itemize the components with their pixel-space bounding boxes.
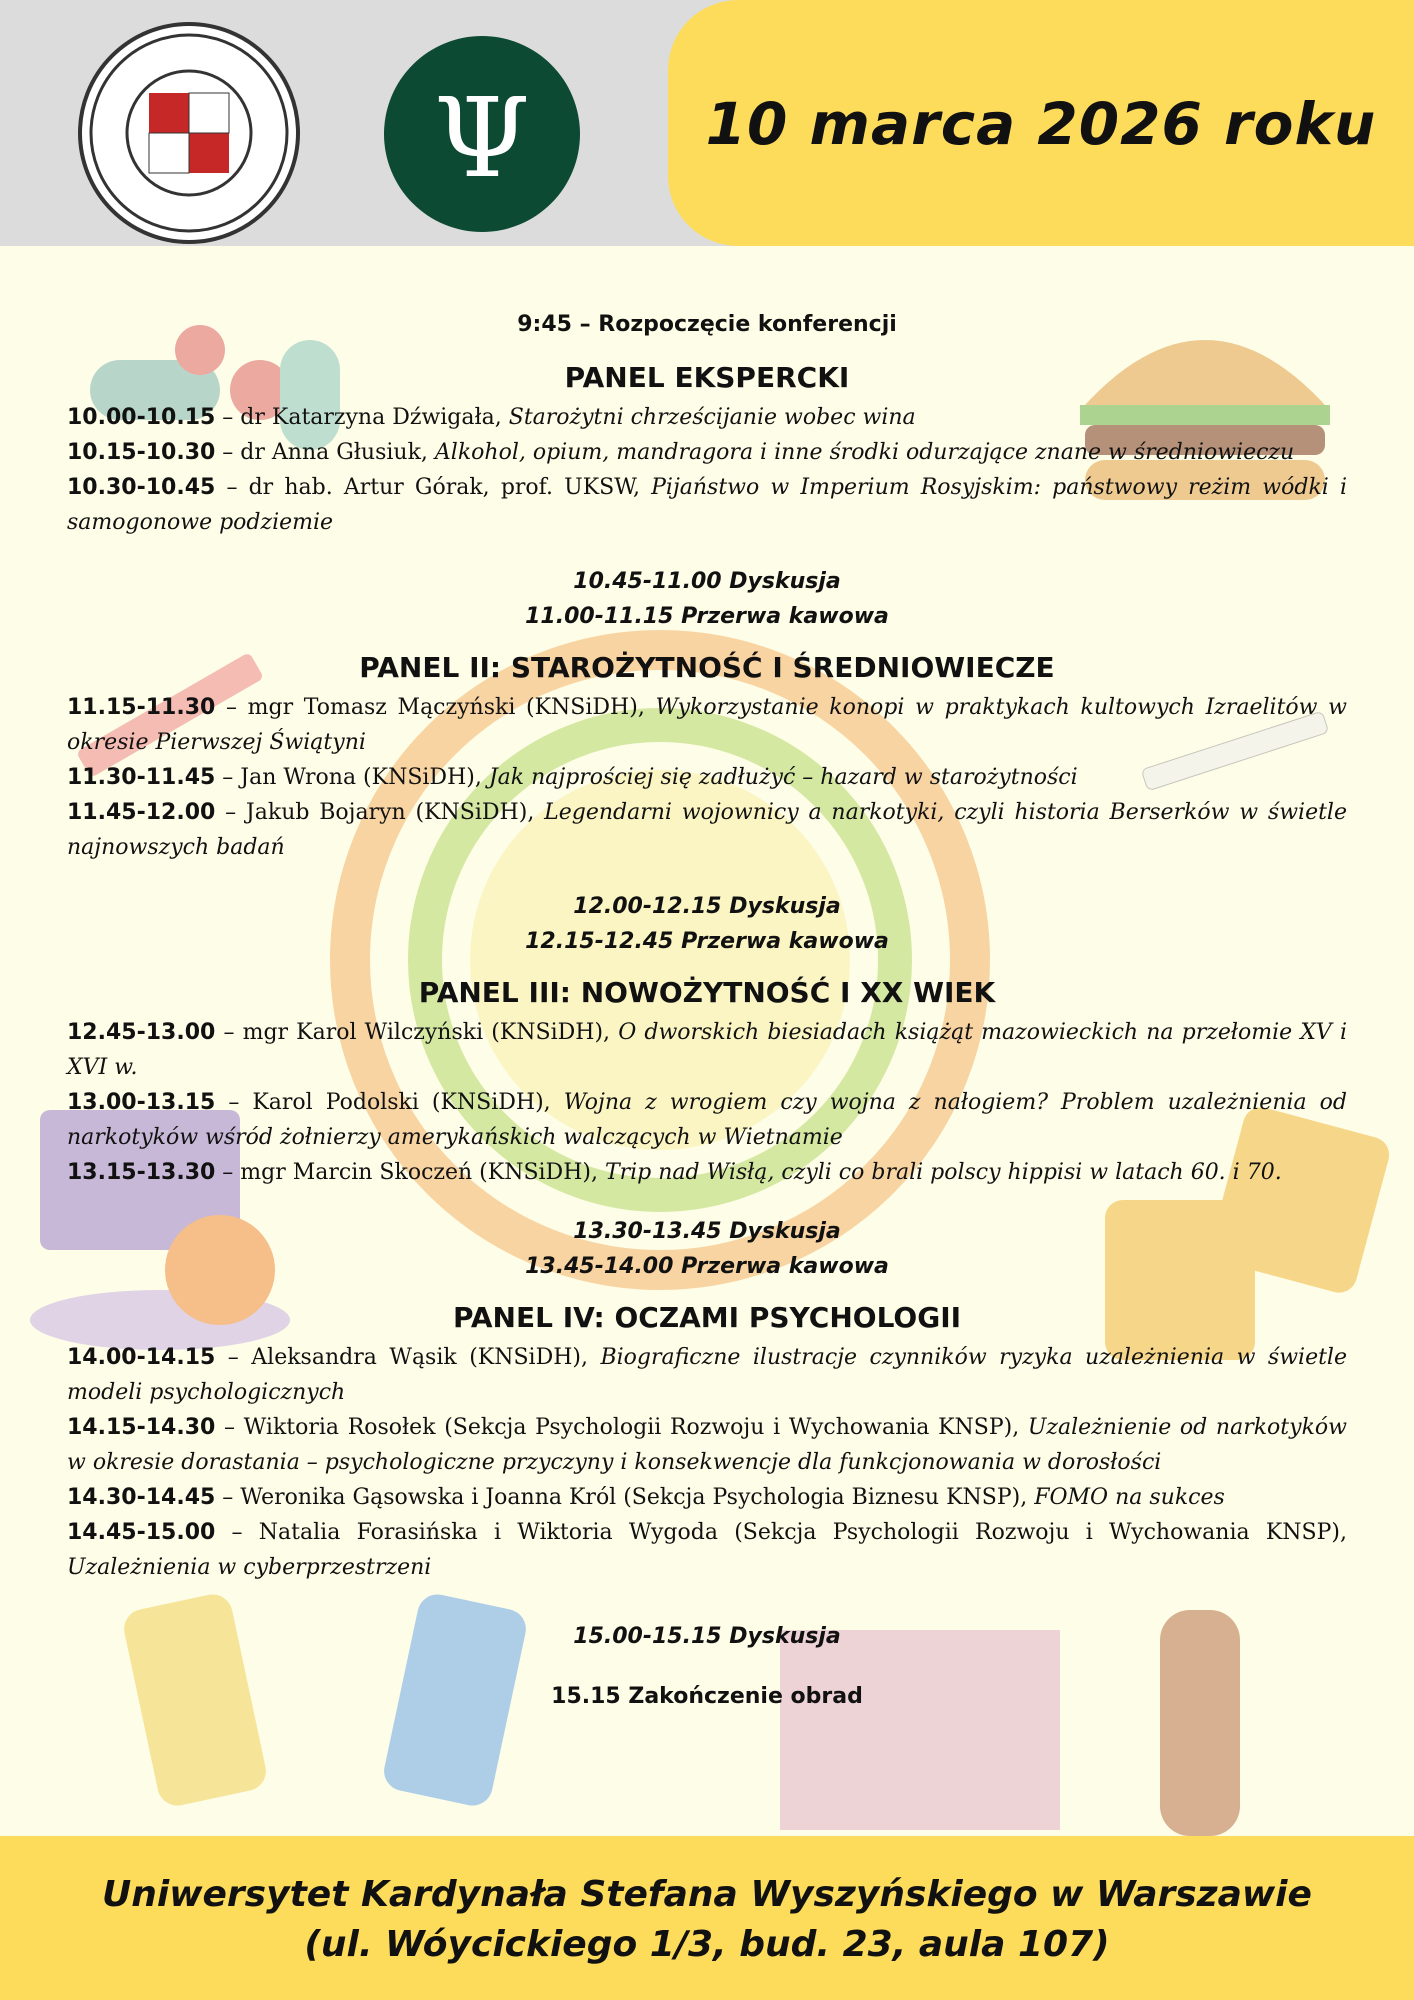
program-content — [67, 306, 1347, 1716]
agenda-entry — [67, 1015, 1347, 1085]
agenda-entry — [67, 470, 1347, 540]
agenda-entry — [67, 1480, 1347, 1515]
entry-time: 14.15-14.30 — [67, 1415, 216, 1440]
agenda-entry — [67, 1515, 1347, 1585]
entry-time: 14.30-14.45 — [67, 1485, 216, 1510]
panel-heading: PANEL III: NOWOŻYTNOŚĆ I XX WIEK — [418, 976, 996, 1009]
entry-time: 10.00-10.15 — [67, 405, 216, 430]
agenda-entry — [67, 1340, 1347, 1410]
agenda-entry — [67, 795, 1347, 865]
agenda-entry — [67, 1410, 1347, 1480]
panel-heading: PANEL EKSPERCKI — [564, 361, 850, 394]
entry-time: 11.15-11.30 — [67, 695, 216, 720]
entry-title: Biograficzne ilustracje czynników ryzyka uzależnienia w świetle modeli psychologicznych — [67, 1345, 1347, 1405]
entry-time: 10.30-10.45 — [67, 475, 216, 500]
entry-speaker: – dr hab. Artur Górak, prof. UKSW, — [215, 475, 652, 500]
entry-time: 12.45-13.00 — [67, 1020, 216, 1045]
entry-speaker: – mgr Tomasz Mączyński (KNSiDH), — [215, 695, 656, 720]
agenda-entry — [67, 1085, 1347, 1155]
agenda-entry — [67, 1155, 1347, 1190]
entry-title: Jak najprościej się zadłużyć – hazard w starożytności — [488, 765, 1078, 790]
entry-title: Alkohol, opium, mandragora i inne środki odurzające znane w średniowieczu — [434, 440, 1295, 465]
agenda-entry — [67, 760, 1347, 795]
venue-address: (ul. Wóycickiego 1/3, bud. 23, aula 107) — [304, 1924, 1110, 1965]
panel-1 — [67, 356, 1347, 634]
date-banner — [668, 0, 1414, 246]
entry-title: Legendarni wojownicy a narkotyki, czyli historia Berserków w świetle najnowszych badań — [67, 800, 1347, 860]
agenda-entry — [67, 690, 1347, 760]
discussion-slot: 13.30-13.45 Dyskusja — [573, 1219, 841, 1244]
entry-speaker: – dr Anna Głusiuk, — [215, 440, 435, 465]
discussion-slot: 15.00-15.15 Dyskusja — [573, 1624, 841, 1649]
entry-title: Trip nad Wisłą, czyli co brali polscy hippisi w latach 60. i 70. — [604, 1160, 1282, 1185]
opening-line: 9:45 – Rozpoczęcie konferencji — [517, 312, 897, 337]
panel-heading: PANEL IV: OCZAMI PSYCHOLOGII — [452, 1301, 962, 1334]
entry-time: 14.45-15.00 — [67, 1520, 216, 1545]
entry-speaker: – Aleksandra Wąsik (KNSiDH), — [215, 1345, 601, 1370]
entry-title: Wojna z wrogiem czy wojna z nałogiem? Problem uzależnienia od narkotyków wśród żołnierzy amerykańskich walczących w Wietnamie — [67, 1090, 1347, 1150]
entry-title: Uzależnienia w cyberprzestrzeni — [67, 1555, 432, 1580]
venue-footer — [0, 1836, 1414, 2000]
panel-heading: PANEL II: STAROŻYTNOŚĆ I ŚREDNIOWIECZE — [359, 651, 1055, 684]
discussion-slot: 10.45-11.00 Dyskusja — [573, 569, 841, 594]
entry-speaker: – Jan Wrona (KNSiDH), — [215, 765, 489, 790]
agenda-entry — [67, 400, 1347, 435]
closing-line: 15.15 Zakończenie obrad — [551, 1684, 863, 1709]
coffee-break-slot: 12.15-12.45 Przerwa kawowa — [525, 929, 889, 954]
svg-text:Ψ: Ψ — [433, 74, 531, 202]
entry-speaker: – mgr Marcin Skoczeń (KNSiDH), — [215, 1160, 605, 1185]
entry-time: 11.30-11.45 — [67, 765, 216, 790]
agenda-entry — [67, 435, 1347, 470]
entry-speaker: – Natalia Forasińska i Wiktoria Wygoda (Sekcja Psychologii Rozwoju i Wychowania KNSP), — [215, 1520, 1347, 1545]
psychology-club-logo — [384, 36, 580, 232]
coffee-break-slot: 11.00-11.15 Przerwa kawowa — [525, 604, 889, 629]
panel-3 — [67, 971, 1347, 1284]
history-club-logo — [78, 22, 300, 244]
entry-time: 13.15-13.30 — [67, 1160, 216, 1185]
entry-speaker: – Wiktoria Rosołek (Sekcja Psychologii Rozwoju i Wychowania KNSP), — [215, 1415, 1028, 1440]
entry-speaker: – dr Katarzyna Dźwigała, — [215, 405, 509, 430]
entry-title: Uzależnienie od narkotyków w okresie dorastania – psychologiczne przyczyny i konsekwencje dla funkcjonowania w dorosłości — [67, 1415, 1347, 1475]
entry-time: 11.45-12.00 — [67, 800, 216, 825]
panel-2 — [67, 646, 1347, 959]
coffee-break-slot: 13.45-14.00 Przerwa kawowa — [525, 1254, 889, 1279]
panel-4 — [67, 1296, 1347, 1654]
entry-time: 10.15-10.30 — [67, 440, 216, 465]
entry-speaker: – Weronika Gąsowska i Joanna Król (Sekcja Psychologia Biznesu KNSP), — [215, 1485, 1035, 1510]
entry-time: 13.00-13.15 — [67, 1090, 216, 1115]
event-date: 10 marca 2026 roku — [705, 90, 1377, 158]
entry-speaker: – mgr Karol Wilczyński (KNSiDH), — [215, 1020, 619, 1045]
entry-title: FOMO na sukces — [1034, 1485, 1225, 1510]
university-name: Uniwersytet Kardynała Stefana Wyszyńskiego w Warszawie — [102, 1874, 1312, 1915]
entry-speaker: – Jakub Bojaryn (KNSiDH), — [215, 800, 545, 825]
entry-time: 14.00-14.15 — [67, 1345, 216, 1370]
entry-title: O dworskich biesiadach książąt mazowieckich na przełomie XV i XVI w. — [67, 1020, 1347, 1080]
entry-title: Starożytni chrześcijanie wobec wina — [508, 405, 916, 430]
entry-title: Pijaństwo w Imperium Rosyjskim: państwowy reżim wódki i samogonowe podziemie — [67, 475, 1348, 535]
entry-speaker: – Karol Podolski (KNSiDH), — [215, 1090, 564, 1115]
entry-title: Wykorzystanie konopi w praktykach kultowych Izraelitów w okresie Pierwszej Świątyni — [67, 695, 1347, 755]
discussion-slot: 12.00-12.15 Dyskusja — [573, 894, 841, 919]
